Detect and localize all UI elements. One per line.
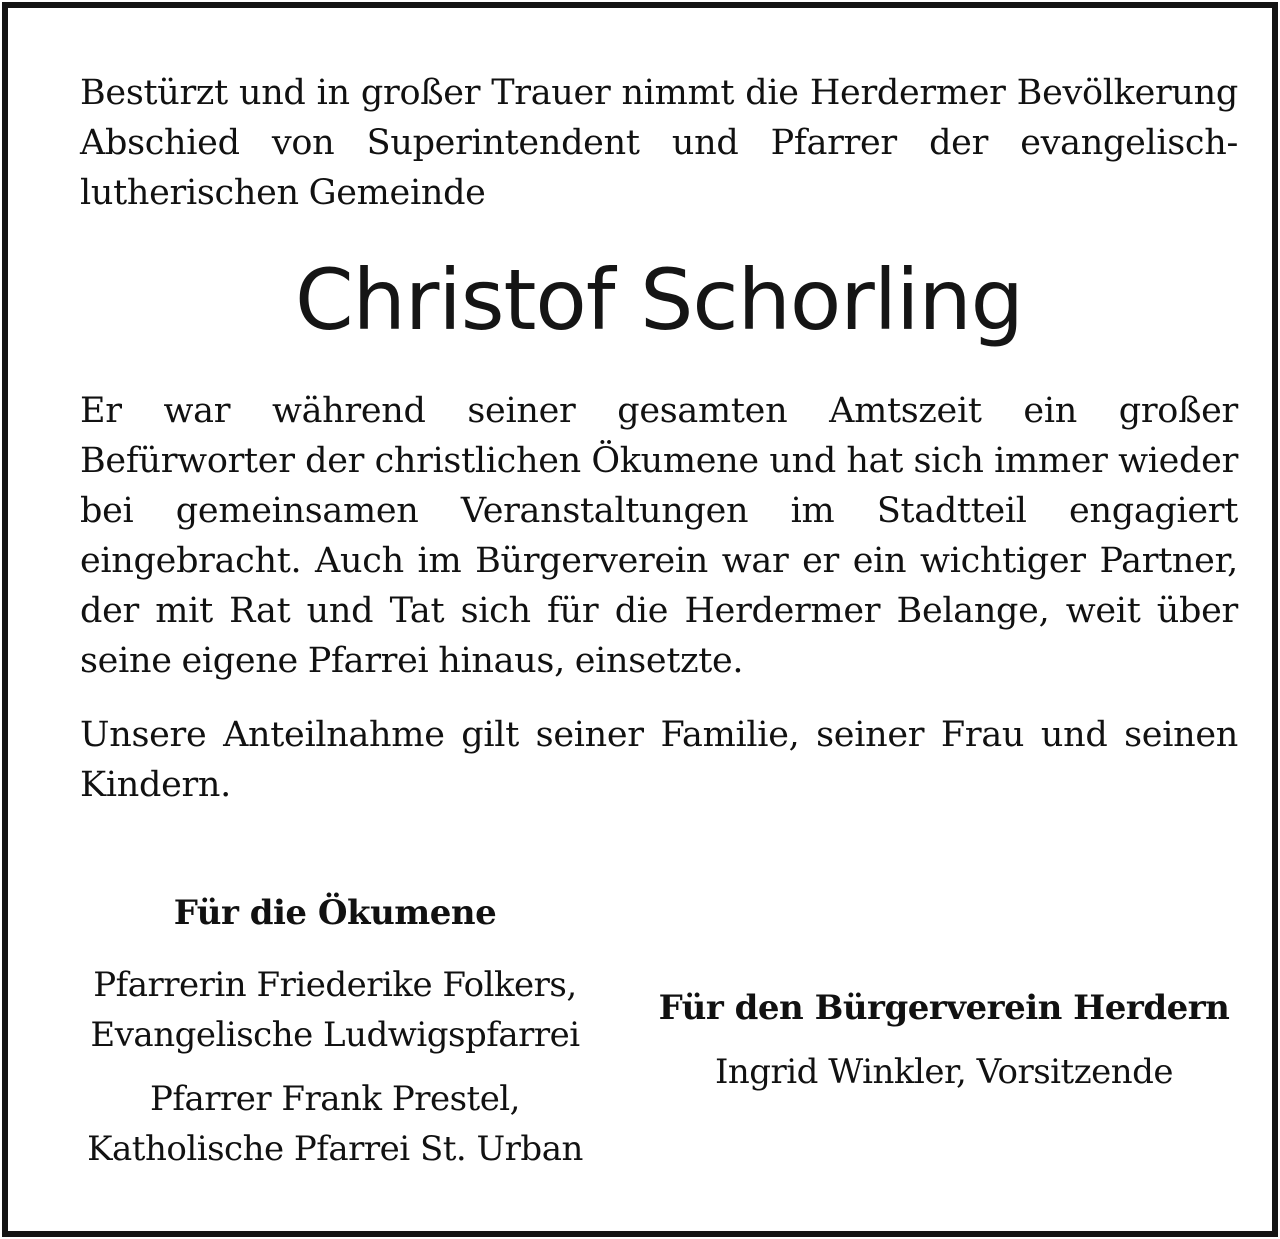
signature-heading-oekumene: Für die Ökumene (173, 893, 497, 933)
obituary-content (80, 68, 1238, 810)
signatures-block (80, 888, 1238, 1188)
signer-prestel (80, 1074, 590, 1174)
signer-winkler: Ingrid Winkler, Vorsitzende (714, 1052, 1174, 1092)
condolence-paragraph: Unsere Anteilnahme gilt seiner Familie, seiner Frau und seinen Kindern. (80, 715, 1238, 805)
signer-name: Pfarrerin Friederike Folkers, (93, 965, 577, 1005)
intro-paragraph: Bestürzt und in großer Trauer nimmt die Herdermer Bevölkerung Abschied von Superintendent und Pfarrer der evangelisch-lutherischen Gemeinde (80, 73, 1238, 213)
body-paragraph: Er war während seiner gesamten Amtszeit ein großer Befürworter der christlichen Ökumene und hat sich immer wieder bei gemeinsamen Veranstaltungen im Stadtteil engagiert eingebracht. Auch im Bürgerverein war er ein wichtiger Partner, der mit Rat und Tat sich für die Herdermer Belange, weit über seine eigene Pfarrei hinaus, einsetzte. (80, 391, 1238, 681)
signer-affiliation: Evangelische Ludwigspfarrei (90, 1015, 580, 1055)
signature-buergerverein (650, 983, 1238, 1097)
signer-folkers (80, 960, 590, 1060)
signature-oekumene (80, 888, 590, 1174)
signature-heading-buergerverein: Für den Bürgerverein Herdern (658, 988, 1230, 1028)
deceased-name: Christof Schorling (294, 251, 1024, 349)
signer-affiliation: Katholische Pfarrei St. Urban (87, 1129, 583, 1169)
signer-name: Pfarrer Frank Prestel, (149, 1079, 520, 1119)
obituary-frame (2, 2, 1278, 1237)
